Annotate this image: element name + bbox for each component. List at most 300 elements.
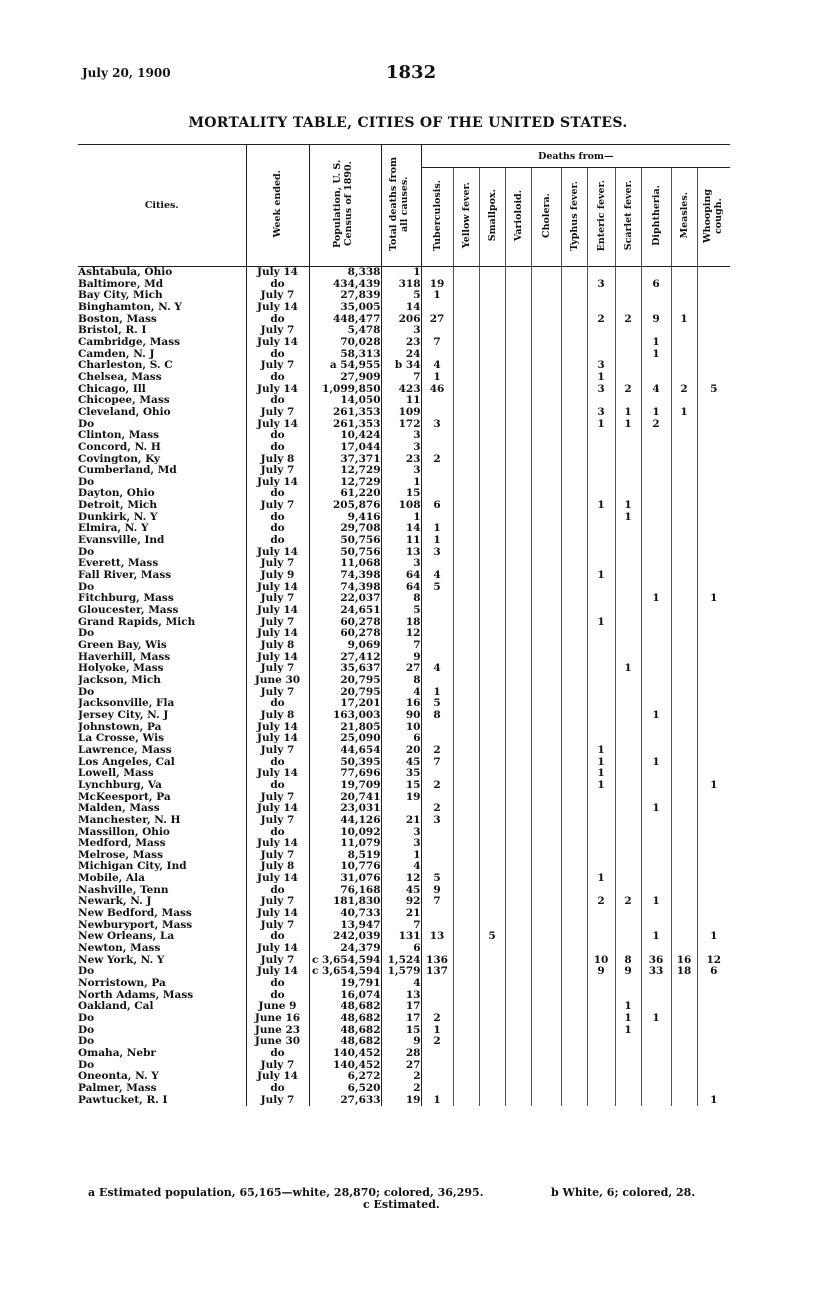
cause-cell (531, 978, 561, 990)
cause-cell (421, 675, 453, 687)
cause-cell (505, 395, 531, 407)
cause-cell (587, 733, 615, 745)
cause-cell (641, 675, 671, 687)
cause-cell (641, 617, 671, 629)
cause-cell (505, 1048, 531, 1060)
cause-cell (479, 267, 505, 279)
cause-cell (453, 372, 479, 384)
cause-cell (479, 314, 505, 326)
city-cell: Los Angeles, Cal (78, 756, 175, 768)
table-row (78, 850, 730, 862)
cause-cell (561, 535, 587, 547)
cause-cell (479, 419, 505, 431)
cause-cell (505, 966, 531, 978)
cause-cell (479, 605, 505, 617)
cause-cell: 5 (421, 698, 453, 710)
population-cell: 6,520 (309, 1083, 381, 1095)
cause-cell (697, 803, 730, 815)
cause-cell (531, 990, 561, 1002)
population-cell: 17,201 (309, 698, 381, 710)
cause-cell (505, 267, 531, 279)
cause-cell (587, 523, 615, 535)
table-row (78, 547, 730, 559)
cause-cell: 3 (421, 419, 453, 431)
cause-cell (421, 861, 453, 873)
cause-cell (561, 395, 587, 407)
week-cell: do (246, 698, 309, 710)
cause-cell: 1 (697, 931, 730, 943)
cause-cell (587, 815, 615, 827)
total-deaths-cell (381, 803, 421, 815)
population-cell: 8,338 (309, 267, 381, 279)
cause-cell (453, 337, 479, 349)
table-row (78, 757, 730, 769)
cause-cell (561, 617, 587, 629)
cause-cell: 2 (615, 314, 641, 326)
cause-cell (671, 454, 697, 466)
cause-cell (453, 803, 479, 815)
week-cell: July 7 (246, 815, 309, 827)
cause-cell: 1 (615, 500, 641, 512)
cause-cell (505, 628, 531, 640)
cause-cell: 1 (615, 407, 641, 419)
cause-cell: 18 (671, 966, 697, 978)
cause-cell (671, 675, 697, 687)
cause-cell (615, 279, 641, 291)
table-row (78, 314, 730, 326)
week-cell: July 14 (246, 628, 309, 640)
cause-cell (641, 990, 671, 1002)
cause-cell (697, 745, 730, 757)
week-cell: July 14 (246, 873, 309, 885)
cause-cell (697, 850, 730, 862)
week-cell: July 14 (246, 384, 309, 396)
total-deaths-cell: 13 (381, 547, 421, 559)
cause-cell (697, 757, 730, 769)
cause-cell (531, 792, 561, 804)
population-cell: c 3,654,594 (309, 955, 381, 967)
cause-cell (505, 990, 531, 1002)
table-row (78, 966, 730, 978)
total-deaths-cell: 17 (381, 1001, 421, 1013)
cause-cell (505, 675, 531, 687)
cause-cell (531, 757, 561, 769)
table-row (78, 349, 730, 361)
cause-cell (671, 885, 697, 897)
cause-cell (453, 558, 479, 570)
cause-cell (561, 978, 587, 990)
cause-cell (561, 780, 587, 792)
cause-cell (421, 908, 453, 920)
cause-cell (505, 943, 531, 955)
cause-cell: 3 (421, 547, 453, 559)
cause-cell (561, 908, 587, 920)
table-row (78, 640, 730, 652)
population-cell: 11,068 (309, 558, 381, 570)
total-deaths-cell: 7 (381, 920, 421, 932)
population-cell: 60,278 (309, 628, 381, 640)
cause-cell (531, 698, 561, 710)
cause-cell (697, 512, 730, 524)
cause-cell (531, 943, 561, 955)
city-cell: Bay City, Mich (78, 290, 163, 302)
cause-cell (671, 1083, 697, 1095)
cause-cell (421, 943, 453, 955)
cause-cell (531, 1048, 561, 1060)
cause-cell (505, 419, 531, 431)
city-cell: Gloucester, Mass (78, 605, 179, 617)
cause-cell: 1 (587, 419, 615, 431)
cause-cell (531, 372, 561, 384)
city-cell: Jacksonville, Fla (78, 698, 175, 710)
cause-cell: 1 (641, 931, 671, 943)
cause-cell (587, 593, 615, 605)
table-row (78, 267, 730, 279)
cause-cell (421, 768, 453, 780)
table-row (78, 885, 730, 897)
total-deaths-cell: 3 (381, 838, 421, 850)
population-cell: 19,709 (309, 780, 381, 792)
population-cell: 24,651 (309, 605, 381, 617)
cause-cell (561, 745, 587, 757)
cause-cell (453, 873, 479, 885)
cause-cell (421, 617, 453, 629)
total-deaths-cell: 45 (381, 885, 421, 897)
cause-cell (531, 745, 561, 757)
cause-cell (453, 675, 479, 687)
city-cell: Baltimore, Md (78, 278, 164, 290)
table-row (78, 325, 730, 337)
cause-cell (421, 978, 453, 990)
cause-cell (453, 617, 479, 629)
cause-cell (697, 1060, 730, 1072)
cause-cell (615, 337, 641, 349)
population-cell: 9,069 (309, 640, 381, 652)
population-cell: 13,947 (309, 920, 381, 932)
cause-cell (453, 908, 479, 920)
week-cell: do (246, 757, 309, 769)
total-deaths-cell: 109 (381, 407, 421, 419)
cause-cell (671, 733, 697, 745)
cause-cell (615, 605, 641, 617)
cause-cell (505, 360, 531, 372)
week-cell: July 14 (246, 547, 309, 559)
col-header-cause: Cholera. (531, 168, 561, 267)
cause-cell (697, 523, 730, 535)
cause-cell (641, 523, 671, 535)
week-cell: July 7 (246, 1060, 309, 1072)
cause-cell (505, 582, 531, 594)
cause-cell (587, 792, 615, 804)
col-header-cause: Yellow fever. (453, 168, 479, 267)
cause-cell: 1 (421, 290, 453, 302)
cause-cell (615, 885, 641, 897)
total-deaths-cell: 15 (381, 1025, 421, 1037)
population-cell: 27,909 (309, 372, 381, 384)
cause-cell: 3 (587, 360, 615, 372)
table-row (78, 861, 730, 873)
cause-cell (671, 372, 697, 384)
cause-cell (531, 360, 561, 372)
cause-cell: 4 (421, 663, 453, 675)
week-cell: July 7 (246, 1095, 309, 1107)
cause-cell: 1 (697, 780, 730, 792)
cause-cell (641, 873, 671, 885)
cause-cell (587, 803, 615, 815)
cause-cell (453, 442, 479, 454)
cause-cell (505, 698, 531, 710)
week-cell: July 7 (246, 500, 309, 512)
col-header-week: Week ended. (246, 145, 309, 267)
cause-cell (615, 675, 641, 687)
page-date: July 20, 1900 (82, 66, 171, 80)
cause-cell (615, 395, 641, 407)
cause-cell (505, 1060, 531, 1072)
cause-cell (531, 850, 561, 862)
cause-cell (615, 582, 641, 594)
cause-cell (505, 792, 531, 804)
city-cell: McKeesport, Pa (78, 791, 171, 803)
cause-cell (453, 722, 479, 734)
cause-cell (587, 512, 615, 524)
cause-cell (479, 349, 505, 361)
cause-cell (421, 640, 453, 652)
cause-cell (615, 733, 641, 745)
cause-cell (531, 1001, 561, 1013)
cause-cell (421, 407, 453, 419)
week-cell: June 30 (246, 1036, 309, 1048)
cause-cell (505, 733, 531, 745)
table-row (78, 1083, 730, 1095)
city-cell: Green Bay, Wis (78, 640, 167, 651)
population-cell: 35,637 (309, 663, 381, 675)
col-header-cause: Enteric fever. (587, 168, 615, 267)
table-row (78, 990, 730, 1002)
total-deaths-cell: 92 (381, 896, 421, 908)
cause-cell (641, 477, 671, 489)
cause-cell (671, 698, 697, 710)
table-row (78, 617, 730, 629)
cause-cell: 7 (421, 896, 453, 908)
cause-cell (587, 1025, 615, 1037)
total-deaths-cell: 318 (381, 279, 421, 291)
cause-cell (697, 710, 730, 722)
cause-cell (697, 349, 730, 361)
cause-cell: 9 (641, 314, 671, 326)
cause-cell (641, 978, 671, 990)
cause-cell: 4 (421, 570, 453, 582)
total-deaths-cell: 19 (381, 1095, 421, 1107)
cause-cell: 1 (697, 1095, 730, 1107)
cause-cell (561, 477, 587, 489)
footnote-c: c Estimated. (363, 1198, 440, 1211)
cause-cell (587, 652, 615, 664)
cause-cell: 36 (641, 955, 671, 967)
cause-cell (697, 454, 730, 466)
cause-cell (697, 442, 730, 454)
cause-cell (505, 815, 531, 827)
city-cell: Oakland, Cal (78, 1001, 154, 1013)
table-row (78, 803, 730, 815)
cause-cell (453, 1095, 479, 1107)
total-deaths-cell: 15 (381, 780, 421, 792)
cause-cell (531, 302, 561, 314)
city-cell: Do (78, 966, 95, 978)
cause-cell (587, 290, 615, 302)
cause-cell (697, 325, 730, 337)
cause-cell (615, 990, 641, 1002)
cause-cell (587, 454, 615, 466)
cause-cell (641, 1083, 671, 1095)
population-cell: 27,412 (309, 652, 381, 664)
cause-cell (479, 745, 505, 757)
population-cell: a 54,955 (309, 360, 381, 372)
cause-cell (479, 1095, 505, 1107)
total-deaths-cell: 21 (381, 908, 421, 920)
table-row (78, 582, 730, 594)
week-cell: July 14 (246, 966, 309, 978)
cause-cell (587, 722, 615, 734)
cause-cell (561, 896, 587, 908)
cause-cell (561, 698, 587, 710)
total-deaths-cell: 90 (381, 710, 421, 722)
cause-cell (531, 1060, 561, 1072)
cause-cell (453, 547, 479, 559)
cause-cell (587, 1013, 615, 1025)
population-cell: 10,424 (309, 430, 381, 442)
cause-cell: 1 (587, 372, 615, 384)
cause-cell (561, 290, 587, 302)
cause-cell (505, 535, 531, 547)
cause-cell (531, 908, 561, 920)
city-cell: Concord, N. H (78, 441, 161, 453)
cause-cell (587, 1060, 615, 1072)
cause-cell (641, 1071, 671, 1083)
cause-cell (479, 955, 505, 967)
cause-cell (505, 652, 531, 664)
cause-cell: 27 (421, 314, 453, 326)
total-deaths-cell: 6 (381, 733, 421, 745)
cause-cell (615, 1048, 641, 1060)
total-deaths-cell: 108 (381, 500, 421, 512)
cause-cell (561, 628, 587, 640)
total-deaths-cell: 4 (381, 978, 421, 990)
population-cell: 14,050 (309, 395, 381, 407)
cause-cell (505, 558, 531, 570)
population-cell: 35,005 (309, 302, 381, 314)
table-row (78, 663, 730, 675)
cause-cell (615, 803, 641, 815)
cause-cell: 5 (697, 384, 730, 396)
cause-cell (531, 675, 561, 687)
cause-cell: 5 (421, 873, 453, 885)
cause-cell (615, 861, 641, 873)
cause-cell (641, 1095, 671, 1107)
table-row (78, 675, 730, 687)
city-cell: Melrose, Mass (78, 849, 163, 861)
cause-cell (615, 698, 641, 710)
cause-cell (641, 780, 671, 792)
cause-cell (587, 442, 615, 454)
total-deaths-cell: 3 (381, 465, 421, 477)
cause-cell (561, 349, 587, 361)
week-cell: July 8 (246, 640, 309, 652)
cause-cell: 1 (615, 1013, 641, 1025)
cause-cell (641, 360, 671, 372)
cause-cell (505, 803, 531, 815)
table-row (78, 558, 730, 570)
mortality-table (78, 144, 730, 1106)
table-row (78, 710, 730, 722)
table-row (78, 780, 730, 792)
cause-cell (531, 582, 561, 594)
cause-cell (615, 1060, 641, 1072)
cause-cell (671, 1013, 697, 1025)
table-row (78, 442, 730, 454)
cause-cell (697, 652, 730, 664)
cause-cell (505, 593, 531, 605)
cause-cell (453, 419, 479, 431)
cause-cell (531, 430, 561, 442)
cause-cell: 2 (421, 454, 453, 466)
cause-cell (479, 1083, 505, 1095)
population-cell: 9,416 (309, 512, 381, 524)
cause-cell (505, 512, 531, 524)
population-cell: 140,452 (309, 1060, 381, 1072)
total-deaths-cell: 13 (381, 990, 421, 1002)
cause-cell (615, 931, 641, 943)
cause-cell (531, 314, 561, 326)
cause-cell (671, 593, 697, 605)
week-cell: July 14 (246, 477, 309, 489)
total-deaths-cell: 12 (381, 628, 421, 640)
cause-cell (421, 442, 453, 454)
cause-cell (479, 1025, 505, 1037)
table-row (78, 931, 730, 943)
cause-cell (615, 1036, 641, 1048)
cause-cell (641, 1025, 671, 1037)
cause-cell (697, 558, 730, 570)
cause-cell (453, 966, 479, 978)
cause-cell (615, 488, 641, 500)
population-cell: 76,168 (309, 885, 381, 897)
cause-cell (587, 337, 615, 349)
cause-cell (453, 943, 479, 955)
cause-cell: 1 (641, 407, 671, 419)
city-cell: Do (78, 546, 95, 558)
total-deaths-cell: 12 (381, 873, 421, 885)
city-cell: Do (78, 476, 95, 488)
col-header-cause: Whooping cough. (697, 168, 730, 267)
cause-cell (561, 1083, 587, 1095)
population-cell: c 3,654,594 (309, 966, 381, 978)
cause-cell (453, 477, 479, 489)
cause-cell (421, 488, 453, 500)
cause-cell (479, 838, 505, 850)
cause-cell (453, 978, 479, 990)
cause-cell (697, 885, 730, 897)
cause-cell (479, 454, 505, 466)
week-cell: July 9 (246, 570, 309, 582)
cause-cell (421, 325, 453, 337)
table-row (78, 1071, 730, 1083)
cause-cell (615, 757, 641, 769)
cause-cell (641, 850, 671, 862)
table-title: MORTALITY TABLE, CITIES OF THE UNITED STATES. (188, 115, 628, 131)
cause-cell (479, 792, 505, 804)
cause-cell (641, 1048, 671, 1060)
cause-cell (697, 861, 730, 873)
